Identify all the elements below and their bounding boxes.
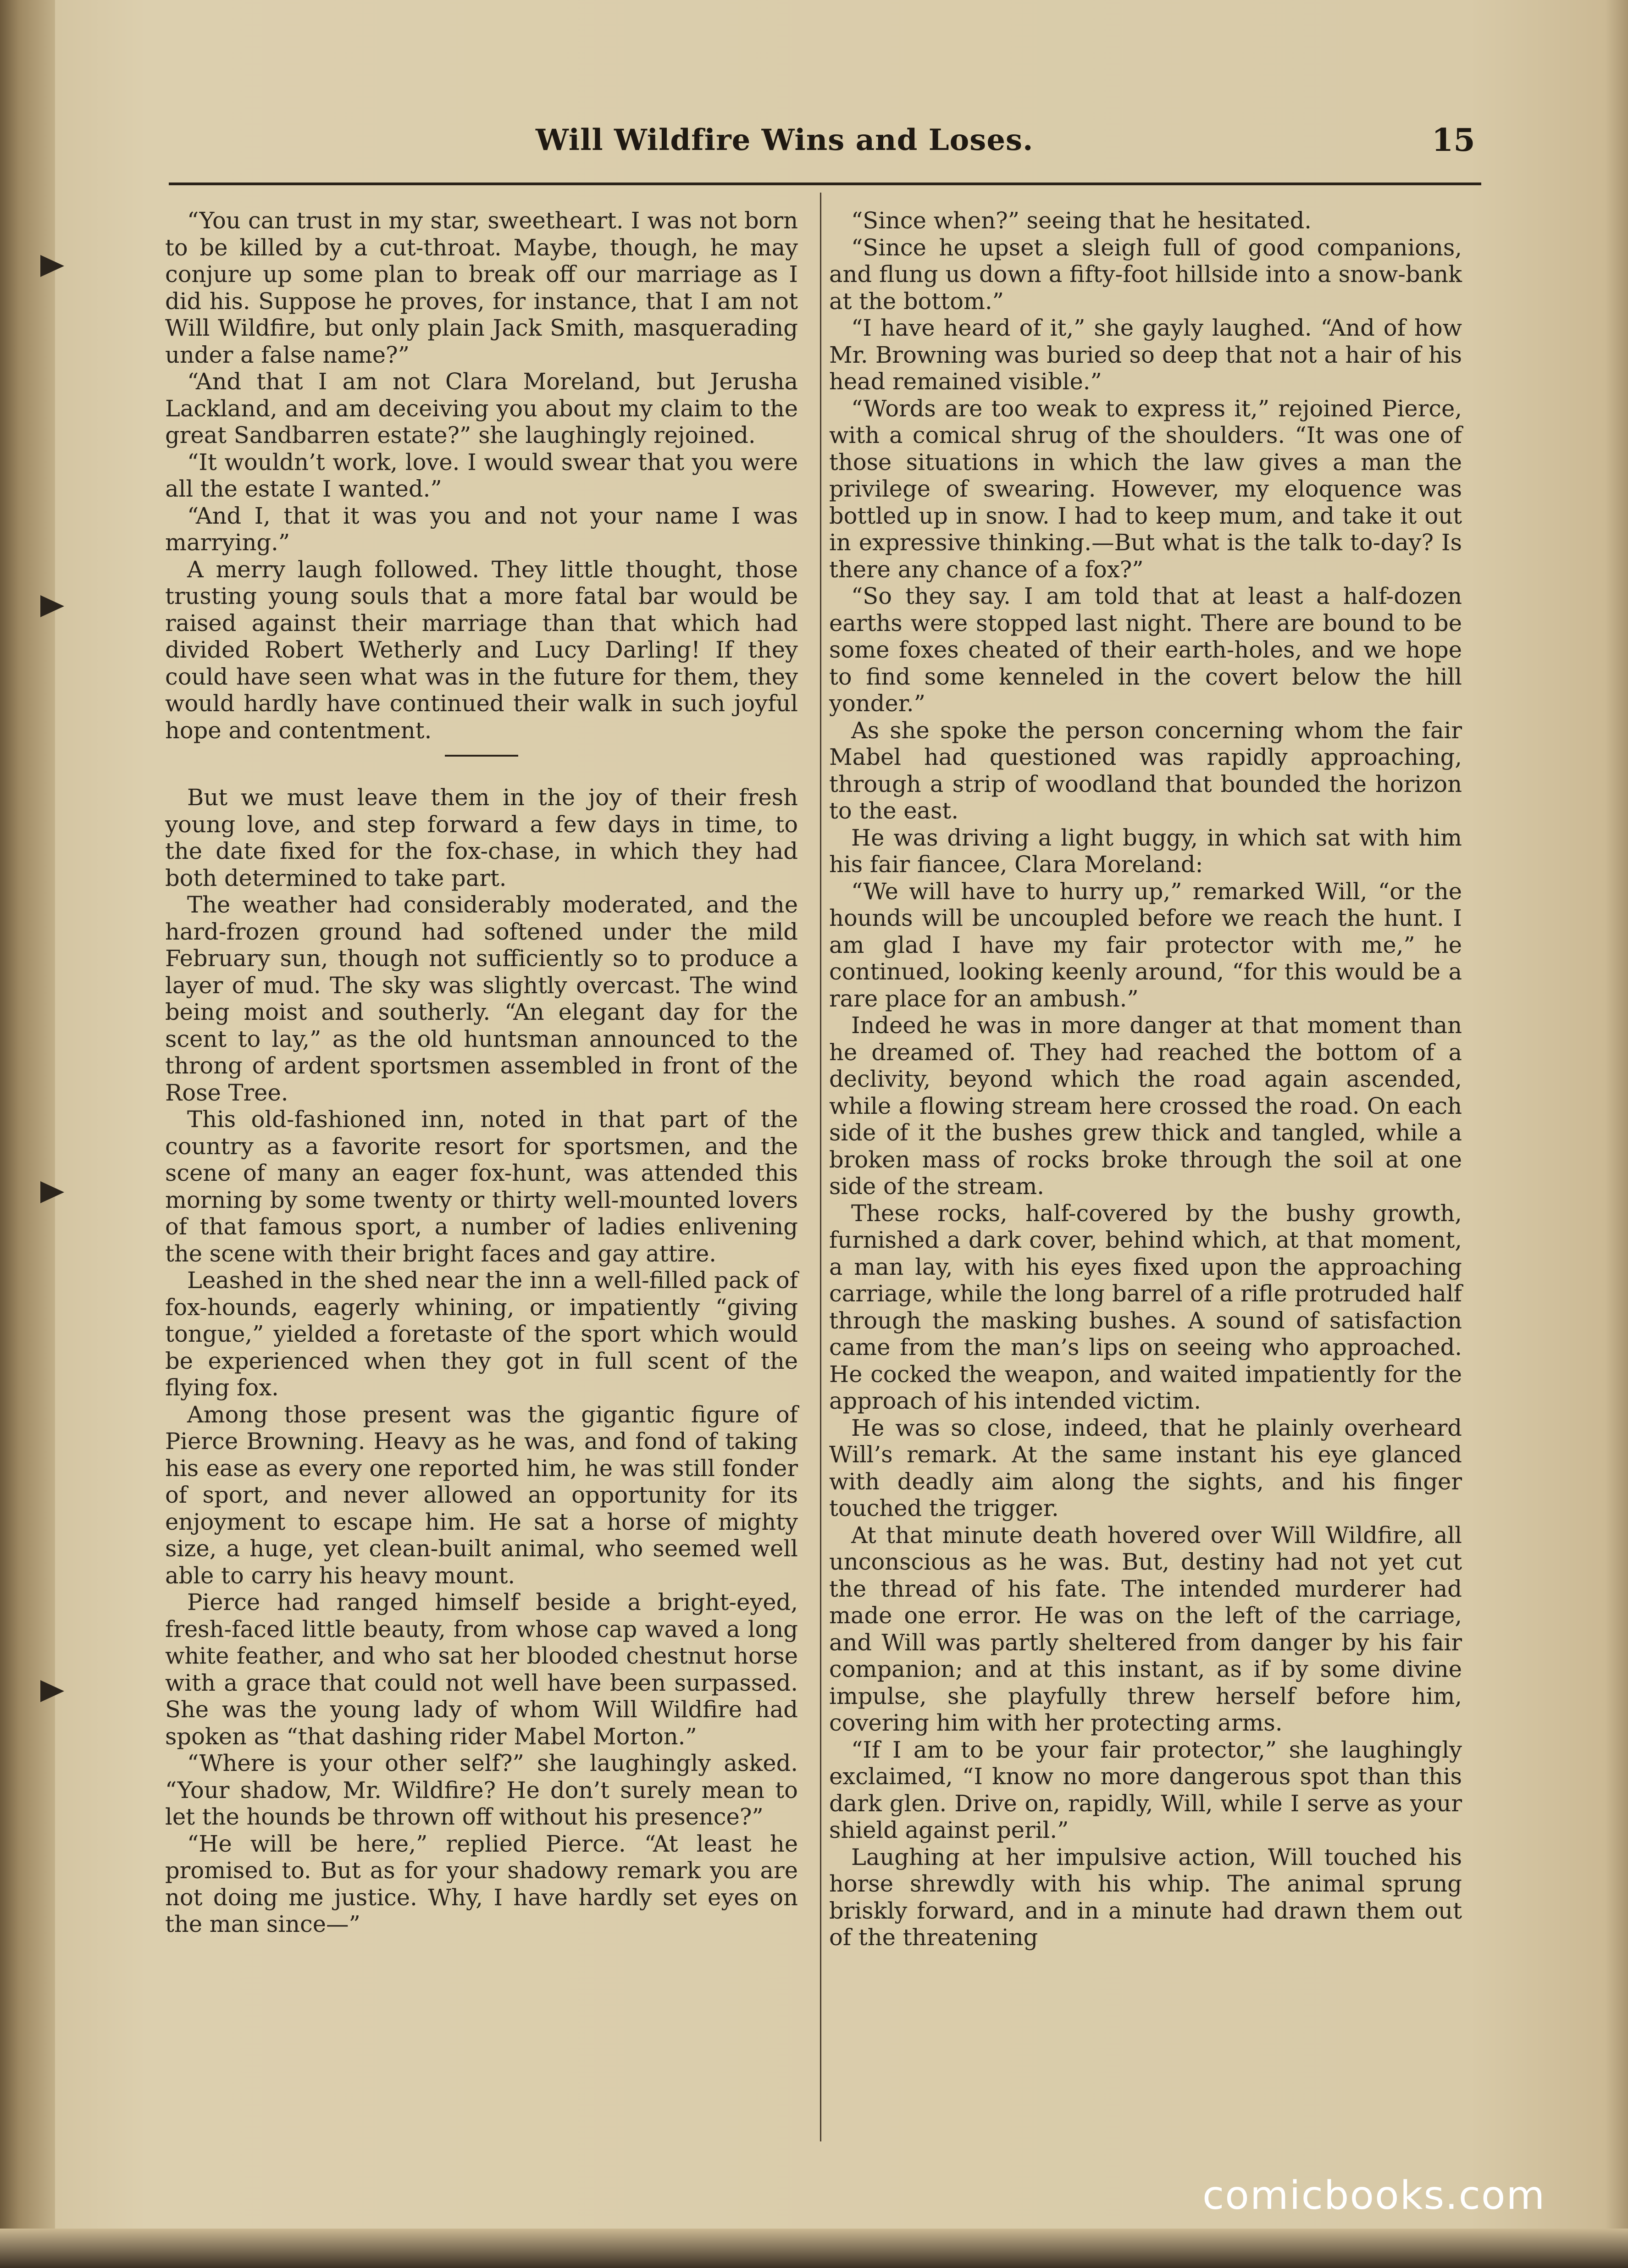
paragraph: “You can trust in my star, sweetheart. I was not born to be killed by a cut-throat. Maybe, though, he may conjure up some plan to break off our marriage as I did his. Suppose he proves, for instance, that I am not Will Wildfire, but only plain Jack Smith, masquerading under a false name?” bbox=[165, 207, 798, 368]
paragraph: A merry laugh followed. They little thought, those trusting young souls that a more fatal bar would be raised against their marriage than that which had divided Robert Wetherly and Lucy Darling! If they could have seen what was in the future for them, they would hardly have continued their walk in such joyful hope and contentment. bbox=[165, 556, 798, 744]
paragraph: “He will be here,” replied Pierce. “At least he promised to. But as for your shadowy remark you are not doing me justice. Why, I have hardly set eyes on the man since—” bbox=[165, 1830, 798, 1937]
staple-mark bbox=[40, 1680, 64, 1702]
page-bottom-edge bbox=[0, 2229, 1628, 2268]
paragraph: “I have heard of it,” she gayly laughed. “And of how Mr. Browning was buried so deep that not a hair of his head remained visible.” bbox=[829, 315, 1462, 395]
staple-mark bbox=[40, 1181, 64, 1203]
paragraph: As she spoke the person concerning whom the fair Mabel had questioned was rapidly approaching, through a strip of woodland that bounded the horizon to the east. bbox=[829, 717, 1462, 824]
paragraph: This old-fashioned inn, noted in that part of the country as a favorite resort for sportsmen, and the scene of many an eager fox-hunt, was attended this morning by some twenty or thirty well-mounted lovers of that famous sport, a number of ladies enlivening the scene with their bright faces and gay attire. bbox=[165, 1106, 798, 1267]
scene-break-rule bbox=[445, 755, 518, 757]
paragraph: He was driving a light buggy, in which sat with him his fair fiancee, Clara Moreland: bbox=[829, 824, 1462, 878]
right-column bbox=[829, 207, 1462, 1951]
header-rule bbox=[169, 183, 1481, 185]
paragraph: The weather had considerably moderated, and the hard-frozen ground had softened under the mild February sun, though not sufficiently so to produce a layer of mud. The sky was slightly overcast. The wind being moist and southerly. “An elegant day for the scent to lay,” as the old huntsman announced to the throng of ardent sportsmen assembled in front of the Rose Tree. bbox=[165, 891, 798, 1106]
paragraph: Indeed he was in more danger at that moment than he dreamed of. They had reached the bottom of a declivity, beyond which the road again ascended, while a flowing stream here crossed the road. On each side of it the bushes grew thick and tangled, while a broken mass of rocks broke through the soil at one side of the stream. bbox=[829, 1012, 1462, 1200]
paragraph: Laughing at her impulsive action, Will touched his horse shrewdly with his whip. The animal sprung briskly forward, and in a minute had drawn them out of the threatening bbox=[829, 1843, 1462, 1951]
paragraph: “Where is your other self?” she laughingly asked. “Your shadow, Mr. Wildfire? He don’t surely mean to let the hounds be thrown off without his presence?” bbox=[165, 1750, 798, 1830]
paragraph: But we must leave them in the joy of their fresh young love, and step forward a few days in time, to the date fixed for the fox-chase, in which they had both determined to take part. bbox=[165, 784, 798, 891]
paragraph: “And that I am not Clara Moreland, but Jerusha Lackland, and am deceiving you about my claim to the great Sandbarren estate?” she laughingly rejoined. bbox=[165, 368, 798, 448]
running-head: Will Wildfire Wins and Loses. bbox=[536, 123, 1034, 157]
paragraph: “And I, that it was you and not your name I was marrying.” bbox=[165, 502, 798, 556]
staple-mark bbox=[40, 255, 64, 277]
paragraph: Among those present was the gigantic figure of Pierce Browning. Heavy as he was, and fond of taking his ease as every one reported him, he was still fonder of sport, and never allowed an opportunity for its enjoyment to escape him. He sat a horse of mighty size, a huge, yet clean-built animal, who seemed well able to carry his heavy mount. bbox=[165, 1401, 798, 1589]
page-number: 15 bbox=[1432, 122, 1475, 159]
left-column bbox=[165, 207, 798, 1938]
paragraph: At that minute death hovered over Will Wildfire, all unconscious as he was. But, destiny had not yet cut the thread of his fate. The intended murderer had made one error. He was on the left of the carriage, and Will was partly sheltered from danger by his fair companion; and at this instant, as if by some divine impulse, she playfully threw herself before him, covering him with her protecting arms. bbox=[829, 1521, 1462, 1736]
paragraph: “Words are too weak to express it,” rejoined Pierce, with a comical shrug of the shoulders. “It was one of those situations in which the law gives a man the privilege of swearing. However, my eloquence was bottled up in snow. I had to keep mum, and take it out in expressive thinking.—But what is the talk to-day? Is there any chance of a fox?” bbox=[829, 395, 1462, 583]
paragraph: “It wouldn’t work, love. I would swear that you were all the estate I wanted.” bbox=[165, 448, 798, 502]
paragraph: These rocks, half-covered by the bushy growth, furnished a dark cover, behind which, at that moment, a man lay, with his eyes fixed upon the approaching carriage, while the long barrel of a rifle protruded half through the masking bushes. A sound of satisfaction came from the man’s lips on seeing who approached. He cocked the weapon, and waited impatiently for the approach of his intended victim. bbox=[829, 1200, 1462, 1414]
staple-mark bbox=[40, 595, 64, 617]
paragraph: He was so close, indeed, that he plainly overheard Will’s remark. At the same instant his eye glanced with deadly aim along the sights, and his finger touched the trigger. bbox=[829, 1414, 1462, 1521]
watermark-text: comicbooks.com bbox=[1202, 2173, 1546, 2218]
paragraph: “So they say. I am told that at least a half-dozen earths were stopped last night. There are bound to be some foxes cheated of their earth-holes, and we hope to find some kenneled in the covert below the hill yonder.” bbox=[829, 583, 1462, 717]
column-divider bbox=[820, 193, 821, 2141]
paragraph: “If I am to be your fair protector,” she laughingly exclaimed, “I know no more dangerous spot than this dark glen. Drive on, rapidly, Will, while I serve as your shield against peril.” bbox=[829, 1736, 1462, 1843]
paragraph: Pierce had ranged himself beside a bright-eyed, fresh-faced little beauty, from whose cap waved a long white feather, and who sat her blooded chestnut horse with a grace that could not well have been surpassed. She was the young lady of whom Will Wildfire had spoken as “that dashing rider Mabel Morton.” bbox=[165, 1589, 798, 1750]
paragraph: “We will have to hurry up,” remarked Will, “or the hounds will be uncoupled before we reach the hunt. I am glad I have my fair protector with me,” he continued, looking keenly around, “for this would be a rare place for an ambush.” bbox=[829, 878, 1462, 1012]
paragraph: Leashed in the shed near the inn a well-filled pack of fox-hounds, eagerly whining, or impatiently “giving tongue,” yielded a foretaste of the sport which would be experienced when they got in full scent of the flying fox. bbox=[165, 1267, 798, 1401]
page-spine bbox=[0, 0, 55, 2268]
paragraph: “Since when?” seeing that he hesitated. bbox=[851, 207, 1312, 234]
paragraph: “Since he upset a sleigh full of good companions, and flung us down a fifty-foot hillside into a snow-bank at the bottom.” bbox=[829, 234, 1462, 315]
